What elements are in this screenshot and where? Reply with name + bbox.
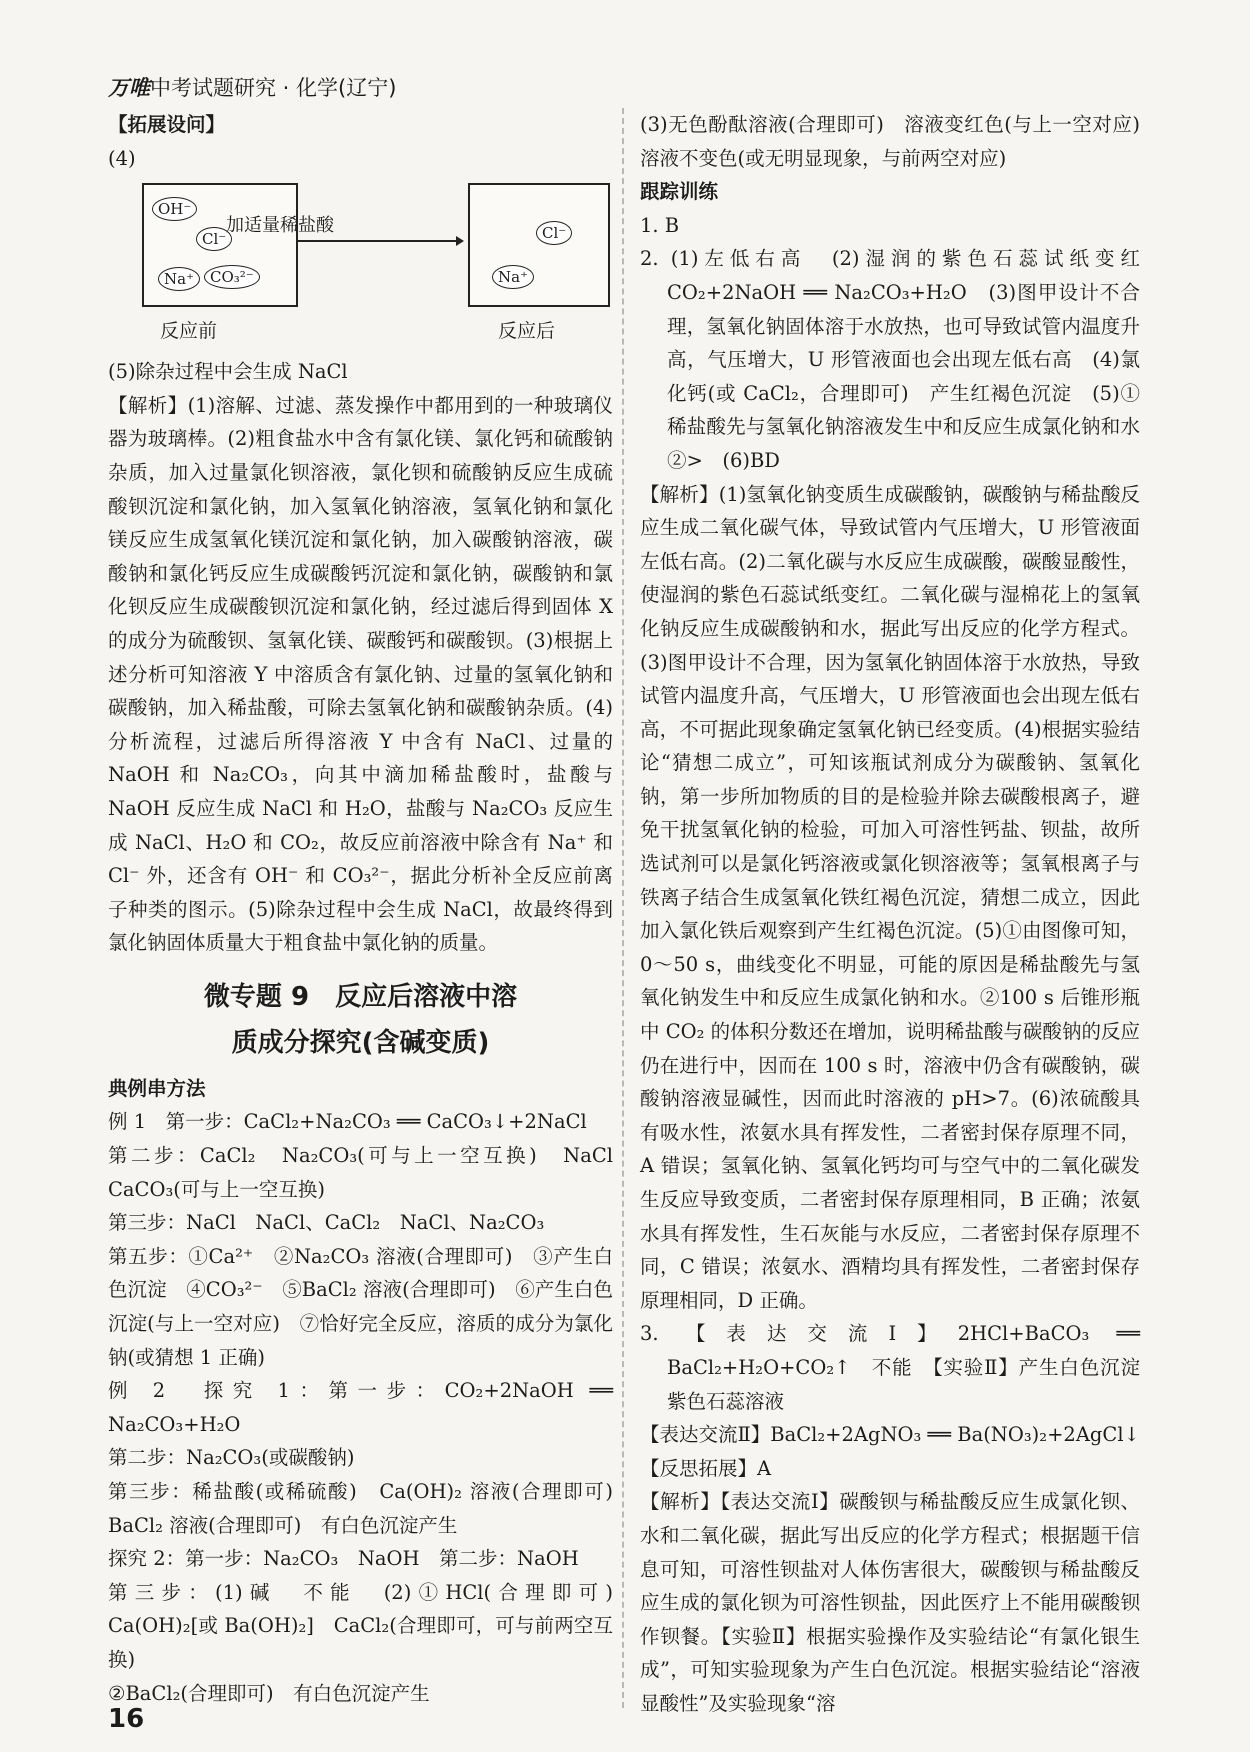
analysis-paragraph: 【解析】(1)溶解、过滤、蒸发操作中都用到的一种玻璃仪器为玻璃棒。(2)粗食盐水中含有氯化镁、氯化钙和硫酸钠杂质，加入过量氯化钡溶液，氯化钡和硫酸钠反应生成硫酸钡沉淀和氯化钠，加入氢氧化钠溶液，氢氧化钠和氯化镁反应生成氢氧化镁沉淀和氯化钠，加入碳酸钠溶液，碳酸钠和氯化钙反应生成碳酸钙沉淀和氯化钠，碳酸钠和氯化钡反应生成碳酸钡沉淀和氯化钠，经过滤后得到固体 X 的成分为硫酸钡、氢氧化镁、碳酸钙和碳酸钡。(3)根据上述分析可知溶液 Y 中溶质含有氯化钠、过量的氢氧化钠和碳酸钠，加入稀盐酸，可除去氢氧化钠和碳酸钠杂质。(4)分析流程，过滤后所得溶液 Y 中含有 NaCl、过量的 NaOH 和 Na₂CO₃，向其中滴加稀盐酸时，盐酸与 NaOH 反应生成 NaCl 和 H₂O，盐酸与 Na₂CO₃ 反应生成 NaCl、H₂O 和 CO₂，故反应前溶液中除含有 Na⁺ 和 Cl⁻ 外，还含有 OH⁻ 和 CO₃²⁻，据此分析补全反应前离子种类的图示。(5)除杂过程中会生成 NaCl，故最终得到氯化钠固体质量大于粗食盐中氯化钠的质量。 <box>108 393 613 955</box>
example-line: 例 1 第一步：CaCl₂+Na₂CO₃ ══ CaCO₃↓+2NaCl <box>108 1110 587 1134</box>
answer-3-analysis: 【解析】【表达交流Ⅰ】碳酸钡与稀盐酸反应生成氯化钡、水和二氧化碳，据此写出反应的化学方程式；根据题干信息可知，可溶性钡盐对人体伤害很大，碳酸钡与稀盐酸反应生成的氯化钡为可溶性钡盐，因此医疗上不能用碳酸钡作钡餐。【实验Ⅱ】根据实验操作及实验结论“有氯化银生成”，可知实验现象为产生白色沉淀。根据实验结论“溶液显酸性”及实验现象“溶 <box>640 1490 1140 1715</box>
left-column <box>108 108 633 1710</box>
before-beaker <box>142 183 298 307</box>
ion-co3: CO₃²⁻ <box>204 265 260 289</box>
answer-1: 1. B <box>640 213 680 237</box>
ion-na-after: Na⁺ <box>492 265 534 289</box>
column-divider <box>622 108 624 1708</box>
answer-3: 3. 【表达交流Ⅰ】2HCl+BaCO₃ ══ BaCl₂+H₂O+CO₂↑ 不能 【实验Ⅱ】产生白色沉淀 紫色石蕊溶液 <box>640 1322 1160 1413</box>
example-line: 第二步：Na₂CO₃(或碳酸钠) <box>108 1446 355 1470</box>
arrow-label: 加适量稀盐酸 <box>226 215 334 237</box>
example-line: 例 2 探究 1：第一步：CO₂+2NaOH ══ Na₂CO₃+H₂O <box>108 1379 613 1436</box>
expand-title: 【拓展设问】 <box>108 113 226 136</box>
track-title: 跟踪训练 <box>640 180 719 204</box>
ion-cl: Cl⁻ <box>196 227 232 251</box>
right-column <box>640 108 1160 1721</box>
topic-title-line1: 微专题 9 反应后溶液中溶 <box>203 981 518 1012</box>
example-line: 第三步：NaCl NaCl、CaCl₂ NaCl、Na₂CO₃ <box>108 1211 545 1235</box>
page-number: 16 <box>108 1704 145 1734</box>
answer-2: 2. (1)左低右高 (2)湿润的紫色石蕊试纸变红 CO₂+2NaOH ══ Na₂CO₃+H₂O (3)图甲设计不合理，氢氧化钠固体溶于水放热，也可导致试管内温度升高，气压增大，U 形管液面也会出现左低右高 (4)氯化钙(或 CaCl₂，合理即可) 产生红褐色沉淀 (5)①稀盐酸先与氢氧化钠溶液发生中和反应生成氯化钠和水 ②> (6)BD <box>640 247 1160 472</box>
page-header <box>108 72 396 102</box>
example-line: 第五步：①Ca²⁺ ②Na₂CO₃ 溶液(合理即可) ③产生白色沉淀 ④CO₃²⁻ ⑤BaCl₂ 溶液(合理即可) ⑥产生白色沉淀(与上一空对应) ⑦恰好完全反应，溶质的成分为氯化钠(或猜想 1 正确) <box>108 1244 613 1369</box>
ion-diagram <box>108 175 613 355</box>
arrow-icon <box>296 233 466 249</box>
answer-2-analysis: 【解析】(1)氢氧化钠变质生成碳酸钠，碳酸钠与稀盐酸反应生成二氧化碳气体，导致试管内气压增大，U 形管液面左低右高。(2)二氧化碳与水反应生成碳酸，碳酸显酸性，使湿润的紫色石蕊试纸变红。二氧化碳与湿棉花上的氢氧化钠反应生成碳酸钠和水，据此写出反应的化学方程式。(3)图甲设计不合理，因为氢氧化钠固体溶于水放热，导致试管内温度升高，气压增大，U 形管液面也会出现左低右高，不可据此现象确定氢氧化钠已经变质。(4)根据实验结论“猜想二成立”，可知该瓶试剂成分为碳酸钠、氢氧化钠，第一步所加物质的目的是检验并除去碳酸根离子，避免干扰氢氧化钠的检验，可加入可溶性钙盐、钡盐，故所选试剂可以是氯化钙溶液或氯化钡溶液等；氢氧根离子与铁离子结合生成氢氧化铁红褐色沉淀，猜想二成立，因此加入氯化铁后观察到产生红褐色沉淀。(5)①由图像可知，0～50 s，曲线变化不明显，可能的原因是稀盐酸先与氢氧化钠发生中和反应生成氯化钠和水。②100 s 后锥形瓶中 CO₂ 的体积分数还在增加，说明稀盐酸与碳酸钠的反应仍在进行中，因而在 100 s 时，溶液中仍含有碳酸钠，碳酸钠溶液显碱性，因而此时溶液的 pH>7。(6)浓硫酸具有吸水性，浓氨水具有挥发性，二者密封保存原理不同，A 错误；氢氧化钠、氢氧化钙均可与空气中的二氧化碳发生反应导致变质，二者密封保存原理相同，B 正确；浓氨水具有挥发性，生石灰能与水反应，二者密封保存原理不同，C 错误；浓氨水、酒精均具有挥发性，二者密封保存原理相同，D 正确。 <box>640 482 1140 1312</box>
example-line: 探究 2：第一步：Na₂CO₃ NaOH 第二步：NaOH <box>108 1547 579 1571</box>
q5-answer: (5)除杂过程中会生成 NaCl <box>108 360 348 384</box>
ion-na: Na⁺ <box>158 267 200 291</box>
ion-cl-after: Cl⁻ <box>536 221 572 245</box>
before-caption: 反应前 <box>160 320 218 343</box>
method-title: 典例串方法 <box>108 1076 206 1100</box>
example-line: 第二步：CaCl₂ Na₂CO₃(可与上一空互换) NaCl CaCO₃(可与上一空互换) <box>108 1144 633 1201</box>
example-line: 第三步：稀盐酸(或稀硫酸) Ca(OH)₂ 溶液(合理即可) BaCl₂ 溶液(合理即可) 有白色沉淀产生 <box>108 1480 633 1537</box>
q3-answer: (3)无色酚酞溶液(合理即可) 溶液变红色(与上一空对应) 溶液不变色(或无明显现象，与前两空对应) <box>640 113 1160 170</box>
topic-title-line2: 质成分探究(含碱变质) <box>231 1027 490 1058</box>
example-line: 第三步：(1)碱 不能 (2)①HCl(合理即可) Ca(OH)₂[或 Ba(OH)₂] CaCl₂(合理即可，可与前两空互换) <box>108 1580 633 1671</box>
brand-logo: 万唯 <box>108 76 150 100</box>
header-title: 中考试题研究 · 化学(辽宁) <box>150 76 397 100</box>
ion-oh: OH⁻ <box>152 197 197 221</box>
q4-label: (4) <box>108 146 136 170</box>
example-line: ②BaCl₂(合理即可) 有白色沉淀产生 <box>108 1681 430 1705</box>
topic-title <box>108 974 613 1066</box>
answer-3-b: 【表达交流Ⅱ】BaCl₂+2AgNO₃ ══ Ba(NO₃)₂+2AgCl↓ <box>640 1423 1140 1447</box>
answer-3-c: 【反思拓展】A <box>640 1456 772 1480</box>
after-beaker <box>468 183 610 307</box>
after-caption: 反应后 <box>498 320 556 343</box>
